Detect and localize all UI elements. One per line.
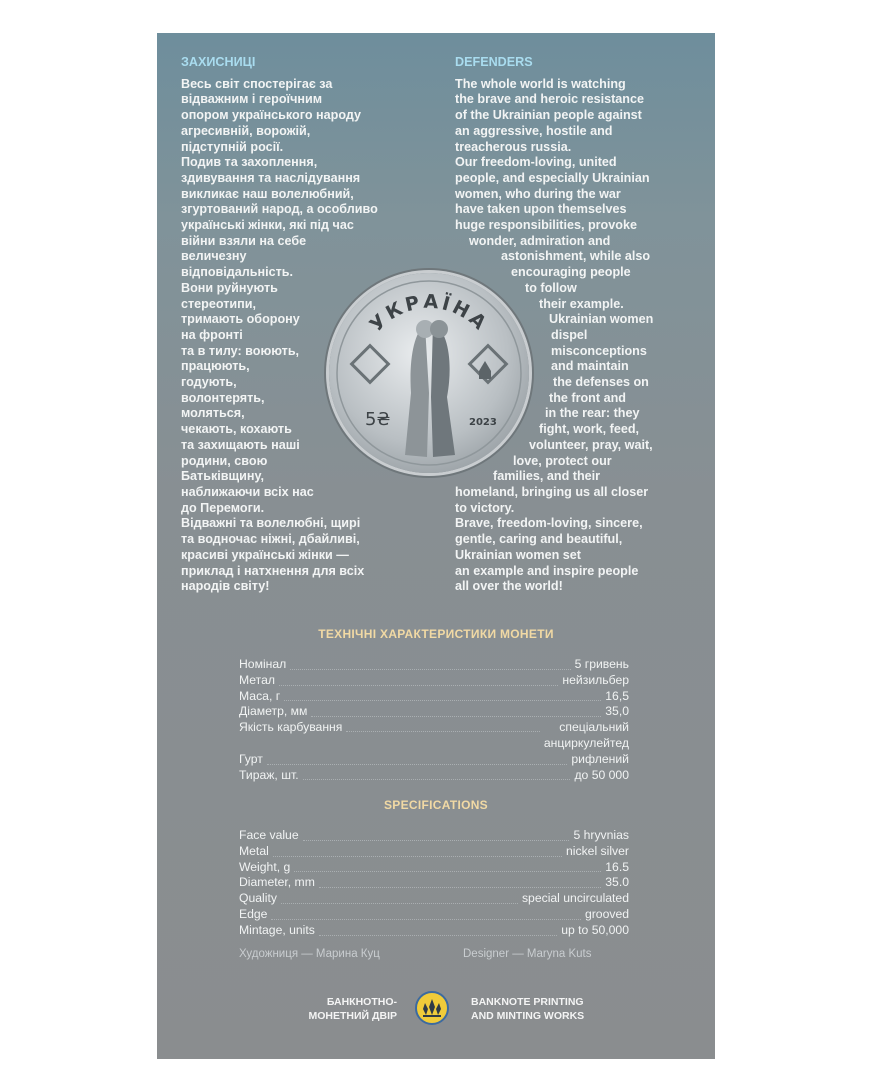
spec-row <box>239 860 629 876</box>
spec-row <box>239 828 629 844</box>
spec-value-line: 35,0 <box>605 704 629 719</box>
right-line: the brave and heroic resistance <box>455 92 644 107</box>
left-line: тримають оборону <box>181 312 300 327</box>
ukrainian-heading: ЗАХИСНИЦІ <box>181 55 256 69</box>
right-line: their example. <box>539 296 624 311</box>
spec-value <box>605 689 629 705</box>
mint-name-en-line2: AND MINTING WORKS <box>471 1010 585 1022</box>
spec-value-line: 5 гривень <box>574 657 629 671</box>
spec-value-line: спеціальний <box>559 720 629 735</box>
right-line: misconceptions <box>551 343 647 358</box>
left-line: та водночас ніжні, дбайливі, <box>181 532 360 547</box>
spec-value <box>571 752 629 768</box>
left-line: агресивній, ворожій, <box>181 123 311 138</box>
left-line: годують, <box>181 375 237 390</box>
spec-label: Quality <box>239 891 277 906</box>
spec-label: Metal <box>239 843 269 858</box>
right-line: The whole world is watching <box>455 76 626 91</box>
left-line: до Перемоги. <box>181 500 265 515</box>
spec-label: Діаметр, мм <box>239 704 308 719</box>
spec-leader <box>303 779 571 780</box>
spec-label: Edge <box>239 906 268 921</box>
right-line: and maintain <box>551 359 629 374</box>
spec-leader <box>273 856 562 857</box>
left-line: наближаючи всіх нас <box>181 484 314 499</box>
coin-denomination: 5₴ <box>365 409 391 430</box>
right-line: encouraging people <box>511 265 631 280</box>
left-line: волонтерять, <box>181 390 265 405</box>
right-line: have taken upon themselves <box>455 202 627 217</box>
right-line: homeland, bringing us all closer <box>455 484 649 499</box>
right-line: Ukrainian women <box>549 312 654 327</box>
spec-label: Diameter, mm <box>239 875 315 890</box>
spec-row <box>239 768 629 784</box>
mint-logo-icon <box>415 991 449 1025</box>
right-line: of the Ukrainian people against <box>455 108 642 123</box>
coin-year: 2023 <box>469 417 497 428</box>
right-line: people, and especially Ukrainian <box>455 170 650 185</box>
left-line: величезну <box>181 249 247 264</box>
mint-name-ua-line2: МОНЕТНИЙ ДВІР <box>308 1010 397 1022</box>
left-line: чекають, кохають <box>181 422 292 437</box>
en-specs-table <box>239 828 629 939</box>
spec-label: Mintage, units <box>239 922 315 937</box>
spec-label: Якість карбування <box>239 720 343 735</box>
left-line: красиві українські жінки — <box>181 547 349 562</box>
mint-name-ua-line1: БАНКНОТНО- <box>326 996 397 1008</box>
left-line: Весь світ спостерігає за <box>181 76 333 91</box>
left-line: підступній росії. <box>181 139 284 154</box>
left-line: Відважні та волелюбні, щирі <box>181 516 361 531</box>
left-line: Вони руйнують <box>181 280 278 295</box>
spec-value-line: рифлений <box>571 751 629 766</box>
right-line: love, protect our <box>513 453 612 468</box>
spec-row <box>239 704 629 720</box>
spec-leader <box>281 903 518 904</box>
english-heading: DEFENDERS <box>455 55 533 69</box>
mint-name-en-line1: BANKNOTE PRINTING <box>471 996 584 1008</box>
mint-name-ua <box>275 995 397 1023</box>
spec-row <box>239 720 629 752</box>
right-line: gentle, caring and beautiful, <box>455 532 623 547</box>
spec-value <box>522 891 629 907</box>
left-line: родини, свою <box>181 453 268 468</box>
right-line: an example and inspire people <box>455 563 639 578</box>
right-line: Our freedom-loving, united <box>455 155 617 170</box>
left-line: згуртований народ, а особливо <box>181 202 378 217</box>
spec-value <box>544 720 629 752</box>
right-line: an aggressive, hostile and <box>455 123 613 138</box>
spec-leader <box>311 716 601 717</box>
spec-value <box>585 907 629 923</box>
left-line: українські жінки, які під час <box>181 218 354 233</box>
left-line: та захищають наші <box>181 437 300 452</box>
left-line: Подив та захоплення, <box>181 155 318 170</box>
spec-value <box>561 923 629 939</box>
right-line: in the rear: they <box>545 406 640 421</box>
spec-leader <box>271 919 580 920</box>
spec-value-line: grooved <box>584 906 629 921</box>
spec-label: Гурт <box>239 751 263 766</box>
spec-row <box>239 891 629 907</box>
spec-label: Тираж, шт. <box>239 767 299 782</box>
spec-value <box>566 844 629 860</box>
ua-specs-table <box>239 657 629 783</box>
spec-leader <box>319 935 557 936</box>
left-line: опором українського народу <box>181 108 362 123</box>
spec-value <box>605 704 629 720</box>
right-line: women, who during the war <box>455 186 621 201</box>
right-line: families, and their <box>493 469 601 484</box>
spec-row <box>239 657 629 673</box>
spec-row <box>239 844 629 860</box>
spec-label: Метал <box>239 672 275 687</box>
spec-value <box>575 657 629 673</box>
left-line: викликає наш волелюбний, <box>181 186 354 201</box>
spec-value <box>574 768 629 784</box>
right-line: the defenses on <box>553 375 649 390</box>
spec-row <box>239 907 629 923</box>
left-line: на фронті <box>181 327 243 342</box>
right-line: Brave, freedom-loving, sincere, <box>455 516 643 531</box>
spec-label: Маса, г <box>239 688 281 703</box>
spec-value-line: до 50 000 <box>574 767 629 782</box>
spec-leader <box>303 840 570 841</box>
spec-value <box>573 828 629 844</box>
spec-value <box>605 860 629 876</box>
spec-value-line: 16.5 <box>605 859 629 874</box>
spec-value-line: 5 hryvnias <box>573 828 629 842</box>
right-line: wonder, admiration and <box>469 233 611 248</box>
mint-emblem-icon <box>417 993 447 1023</box>
mint-name-en <box>471 995 584 1023</box>
spec-value-line: up to 50,000 <box>561 922 629 937</box>
spec-row <box>239 923 629 939</box>
ua-specs-title: ТЕХНІЧНІ ХАРАКТЕРИСТИКИ МОНЕТИ <box>318 627 554 641</box>
spec-leader <box>290 669 570 670</box>
left-line: стереотипи, <box>181 296 257 311</box>
spec-value <box>562 673 629 689</box>
coin-design-icon <box>329 273 529 473</box>
spec-value-line: 16,5 <box>605 688 629 703</box>
left-line: відповідальність. <box>181 265 294 280</box>
right-line: dispel <box>551 327 588 342</box>
spec-row <box>239 673 629 689</box>
right-line: astonishment, while also <box>501 249 651 264</box>
left-line: відважним і героїчним <box>181 92 323 107</box>
spec-value-line: special uncirculated <box>521 891 629 906</box>
coin-image <box>329 273 529 473</box>
spec-leader <box>279 685 558 686</box>
spec-leader <box>319 887 601 888</box>
coin-inscription: УКРАЇНА <box>365 290 493 337</box>
left-line: та в тилу: воюють, <box>181 343 300 358</box>
right-line: the front and <box>549 390 626 405</box>
en-specs-title: SPECIFICATIONS <box>384 798 488 812</box>
coin-folder-card <box>157 33 715 1059</box>
left-line: Батьківщину, <box>181 469 265 484</box>
spec-leader <box>267 764 568 765</box>
right-line: huge responsibilities, provoke <box>455 218 637 233</box>
right-line: to victory. <box>455 500 515 515</box>
spec-value-line: анциркулейтед <box>543 735 629 750</box>
left-line: війни взяли на себе <box>181 233 307 248</box>
designer-credit-ua: Художниця — Марина Куц <box>239 948 380 960</box>
right-line: fight, work, feed, <box>539 422 640 437</box>
spec-value-line: 35.0 <box>605 875 629 890</box>
spec-leader <box>346 731 539 732</box>
right-line: volunteer, pray, wait, <box>529 437 653 452</box>
designer-credit-en: Designer — Maryna Kuts <box>463 948 592 960</box>
left-line: працюють, <box>181 359 250 374</box>
spec-row <box>239 752 629 768</box>
right-line: all over the world! <box>455 579 563 594</box>
left-line: моляться, <box>181 406 245 421</box>
spec-label: Face value <box>239 828 299 842</box>
right-line: to follow <box>525 280 577 295</box>
spec-row <box>239 875 629 891</box>
left-line: приклад і натхнення для всіх <box>181 563 365 578</box>
spec-leader <box>284 700 601 701</box>
spec-leader <box>294 871 601 872</box>
right-line: treacherous russia. <box>455 139 572 154</box>
spec-label: Weight, g <box>239 859 291 874</box>
spec-value <box>605 875 629 891</box>
spec-value-line: nickel silver <box>566 843 629 858</box>
left-line: здивування та наслідування <box>181 170 361 185</box>
spec-label: Номінал <box>239 657 287 671</box>
left-line: народів світу! <box>181 579 270 594</box>
spec-row <box>239 689 629 705</box>
spec-value-line: нейзильбер <box>562 672 629 687</box>
right-line: Ukrainian women set <box>455 547 581 562</box>
